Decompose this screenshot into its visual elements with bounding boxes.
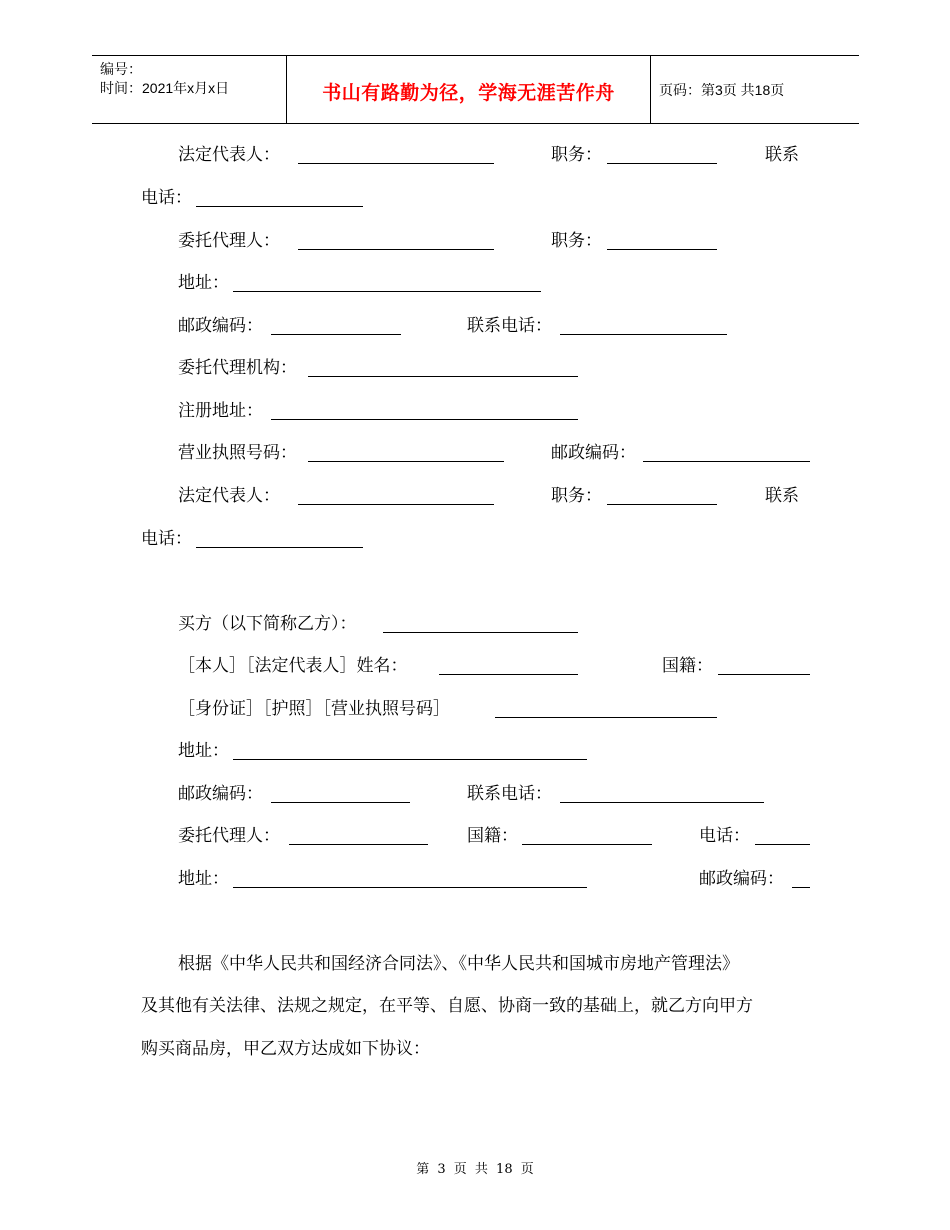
buyer-agent-phone-field[interactable] bbox=[755, 844, 810, 845]
buyer-agent-postal-field[interactable] bbox=[792, 887, 810, 888]
legal-rep-label: 法定代表人： bbox=[178, 145, 280, 165]
motto: 书山有路勤为径，学海无涯苦作舟 bbox=[322, 83, 615, 104]
buyer-agent-address-label: 地址： bbox=[178, 869, 229, 889]
buyer-address-field[interactable] bbox=[233, 759, 587, 760]
buyer-phone-label: 联系电话： bbox=[467, 784, 552, 804]
agency-label: 委托代理机构： bbox=[178, 358, 297, 378]
buyer-phone-field[interactable] bbox=[560, 802, 764, 803]
header-page-cell bbox=[651, 56, 859, 123]
buyer-agent-postal-label: 邮政编码： bbox=[699, 869, 784, 889]
agent-field[interactable] bbox=[298, 249, 494, 250]
reg-address-label: 注册地址： bbox=[178, 401, 263, 421]
paragraph-line-1: 根据《中华人民共和国经济合同法》、《中华人民共和国城市房地产管理法》 bbox=[178, 954, 739, 974]
agency-contact-label-part1: 联系 bbox=[765, 486, 799, 506]
agency-postal-label: 邮政编码： bbox=[551, 443, 636, 463]
buyer-postal-field[interactable] bbox=[271, 802, 410, 803]
postal-field[interactable] bbox=[271, 334, 401, 335]
contact-phone-field[interactable] bbox=[196, 206, 363, 207]
contact-label-part1: 联系 bbox=[765, 145, 799, 165]
legal-rep-field[interactable] bbox=[298, 163, 494, 164]
agent-position-field[interactable] bbox=[607, 249, 717, 250]
buyer-agent-nationality-label: 国籍： bbox=[467, 826, 518, 846]
agency-field[interactable] bbox=[308, 376, 578, 377]
buyer-agent-phone-label: 电话： bbox=[699, 826, 750, 846]
agency-position-field[interactable] bbox=[607, 504, 717, 505]
buyer-field[interactable] bbox=[383, 632, 578, 633]
buyer-name-field[interactable] bbox=[439, 674, 578, 675]
buyer-nationality-field[interactable] bbox=[718, 674, 810, 675]
page-header bbox=[92, 55, 859, 124]
phone-label: 联系电话： bbox=[467, 316, 552, 336]
address-field[interactable] bbox=[233, 291, 541, 292]
page-footer: 第 3 页 共 18 页 bbox=[416, 1162, 534, 1177]
buyer-title: 买方（以下简称乙方）： bbox=[178, 614, 357, 634]
agency-legal-rep-label: 法定代表人： bbox=[178, 486, 280, 506]
agency-legal-rep-field[interactable] bbox=[298, 504, 494, 505]
position-field[interactable] bbox=[607, 163, 717, 164]
agency-position-label: 职务： bbox=[551, 486, 602, 506]
paragraph-line-2: 及其他有关法律、法规之规定，在平等、自愿、协商一致的基础上，就乙方向甲方 bbox=[141, 996, 753, 1016]
phone-field[interactable] bbox=[560, 334, 727, 335]
buyer-id-label: ［身份证］［护照］［营业执照号码］ bbox=[178, 699, 450, 719]
postal-label: 邮政编码： bbox=[178, 316, 263, 336]
buyer-id-field[interactable] bbox=[495, 717, 717, 718]
time-label: 时间：2021年x月x日 bbox=[100, 80, 230, 96]
header-meta-cell bbox=[92, 56, 287, 123]
page-info: 页码：第3页 共18页 bbox=[659, 82, 785, 98]
position-label: 职务： bbox=[551, 145, 602, 165]
paragraph-line-3: 购买商品房，甲乙双方达成如下协议： bbox=[141, 1039, 430, 1059]
reg-address-field[interactable] bbox=[271, 419, 578, 420]
agent-label: 委托代理人： bbox=[178, 231, 280, 251]
agency-postal-field[interactable] bbox=[643, 461, 810, 462]
header-motto-cell bbox=[287, 56, 651, 123]
buyer-postal-label: 邮政编码： bbox=[178, 784, 263, 804]
buyer-agent-field[interactable] bbox=[289, 844, 428, 845]
buyer-agent-label: 委托代理人： bbox=[178, 826, 280, 846]
address-label: 地址： bbox=[178, 273, 229, 293]
license-label: 营业执照号码： bbox=[178, 443, 297, 463]
buyer-address-label: 地址： bbox=[178, 741, 229, 761]
buyer-agent-nationality-field[interactable] bbox=[522, 844, 652, 845]
agent-position-label: 职务： bbox=[551, 231, 602, 251]
license-field[interactable] bbox=[308, 461, 504, 462]
buyer-agent-address-field[interactable] bbox=[233, 887, 587, 888]
code-label: 编号： bbox=[100, 61, 142, 77]
buyer-nationality-label: 国籍： bbox=[662, 656, 713, 676]
contact-label-part2: 电话： bbox=[141, 188, 192, 208]
agency-contact-label-part2: 电话： bbox=[141, 529, 192, 549]
buyer-name-label: ［本人］［法定代表人］姓名： bbox=[178, 656, 408, 676]
agency-contact-phone-field[interactable] bbox=[196, 547, 363, 548]
